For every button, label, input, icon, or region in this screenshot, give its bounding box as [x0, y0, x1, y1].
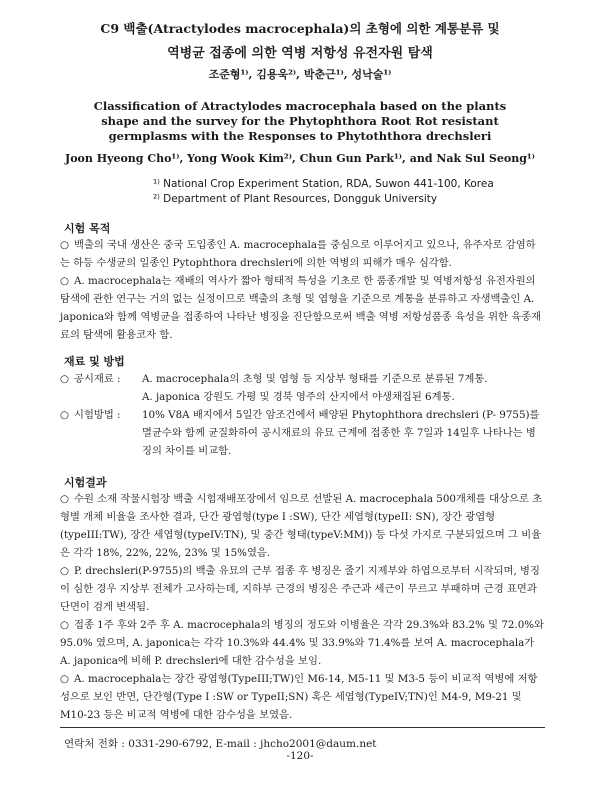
page-number: -120-	[286, 750, 314, 762]
purpose-item-2: ○ A. macrocephala는 재배의 역사가 짧아 형태적 특성을 기초로 한 품종개발 및 역병저항성 유전자원의 탐색에 관한 연구는 거의 없는 실정이므로 백출의 초형 및 엽형을 기준으로 계통을 분류하고 자생백출인 A. japonica와 함께 역병균을 접종하여 나타난 병징을 진단함으로써 백출 역병 저항성품종 육성을 위한 육종재료의 탐색에 활용코자 함.	[60, 272, 545, 344]
material-label: 공시재료 :	[74, 373, 121, 385]
material-line-1: A. macrocephala의 초형 및 엽형 등 지상부 형태를 기준으로 분류된 7계통.	[142, 373, 488, 385]
result-item-2: ○ P. drechsleri(P-9755)의 백출 유묘의 근부 접종 후 병징은 줄기 지제부와 하엽으로부터 시작되며, 병징이 심한 경우 지상부 전체가 고사하는데, 지하부 근경의 병징은 주근과 세근이 무르고 부패하며 근경 표면과 단면이 검게 변색됨.	[60, 562, 545, 616]
contact-info: 연락처 전화 : 0331-290-6792, E-mail : jhcho2001@daum.net	[64, 738, 377, 750]
circle-bullet-icon: ○	[60, 239, 69, 251]
affiliation-2: ²⁾ Department of Plant Resources, Dongguk University	[153, 193, 438, 205]
circle-bullet-icon: ○	[60, 275, 69, 287]
circle-bullet-icon: ○	[60, 673, 69, 685]
circle-bullet-icon: ○	[60, 373, 69, 385]
result-item-1: ○ 수원 소재 작물시험장 백출 시험재배포장에서 임으로 선발된 A. macrocephala 500개체를 대상으로 초형별 개체 비율을 조사한 결과, 단간 광엽형(type I :SW), 단간 세엽형(typeII: SN), 장간 광엽형(typeIII:TW), 장간 세엽형(typeIV:TN), 및 중간 형태(typeV:MM)) 등 다섯 가지로 구분되었으며 그 비율은 각각 18%, 22%, 22%, 23% 및 15%였음.	[60, 490, 545, 562]
circle-bullet-icon: ○	[60, 619, 69, 631]
method-text: 10% V8A 배지에서 5일간 암조건에서 배양된 Phytophthora drechsleri (P- 9755)를 멸균수와 함께 균질화하여 공시재료의 유묘 근계에 접종한 후 7일과 14일후 나타나는 병징의 차이를 비교함.	[142, 409, 540, 457]
footer-divider	[60, 727, 545, 728]
circle-bullet-icon: ○	[60, 565, 69, 577]
result-item-3: ○ 접종 1주 후와 2주 후 A. macrocephala의 병징의 정도와 이병율은 각각 29.3%와 83.2% 및 72.0%와 95.0% 였으며, A. japonica는 각각 10.3%와 44.4% 및 33.9%와 71.4%를 보여 A. macrocephala가 A. japonica에 비해 P. drechsleri에 대한 감수성을 보임.	[60, 616, 545, 670]
english-title: Classification of Atractylodes macrocephala based on the plants shape and the survey for the Phytophthora Root Rot resistant germplasms with the Responses to Phytoththora drechsleri	[93, 99, 507, 143]
circle-bullet-icon: ○	[60, 493, 69, 505]
section-heading-methods: 재료 및 방법	[64, 355, 125, 368]
korean-authors: 조준형¹⁾, 김용욱²⁾, 박춘근¹⁾, 성낙술¹⁾	[208, 68, 392, 81]
method-label: 시험방법 :	[74, 409, 121, 421]
method-row	[60, 406, 545, 460]
affiliation-1: ¹⁾ National Crop Experiment Station, RDA, Suwon 441-100, Korea	[153, 178, 494, 190]
section-heading-purpose: 시험 목적	[64, 222, 111, 235]
material-line-2: A. japonica 강원도 가평 및 경북 영주의 산지에서 야생채집된 6계통.	[142, 391, 455, 403]
korean-title-line-1: C9 백출(Atractylodes macrocephala)의 초형에 의한 계통분류 및	[100, 21, 500, 36]
result-item-4: ○ A. macrocephala는 장간 광엽형(TypeIII;TW)인 M6-14, M5-11 및 M3-5 등이 비교적 역병에 저항성으로 보인 반면, 단간형(Type I :SW or TypeII;SN) 혹은 세엽형(TypeIV;TN)인 M4-9, M9-21 및 M10-23 등은 비교적 역병에 대한 감수성을 보였음.	[60, 670, 545, 724]
results-paragraphs	[60, 490, 545, 724]
english-authors: Joon Hyeong Cho¹⁾, Yong Wook Kim²⁾, Chun Gun Park¹⁾, and Nak Sul Seong¹⁾	[64, 152, 535, 165]
material-row	[60, 370, 545, 406]
purpose-item-1: ○ 백출의 국내 생산은 중국 도입종인 A. macrocephala를 중심으로 이루어지고 있으나, 유주자로 감염하는 하등 수생균의 일종인 Pytophthora drechsleri에 의한 역병의 피해가 매우 심각함.	[60, 236, 545, 272]
section-heading-results: 시험결과	[64, 476, 107, 489]
purpose-paragraphs	[60, 236, 545, 344]
methods-block	[60, 370, 545, 460]
circle-bullet-icon: ○	[60, 409, 69, 421]
korean-title-line-2: 역병균 접종에 의한 역병 저항성 유전자원 탐색	[167, 46, 433, 61]
